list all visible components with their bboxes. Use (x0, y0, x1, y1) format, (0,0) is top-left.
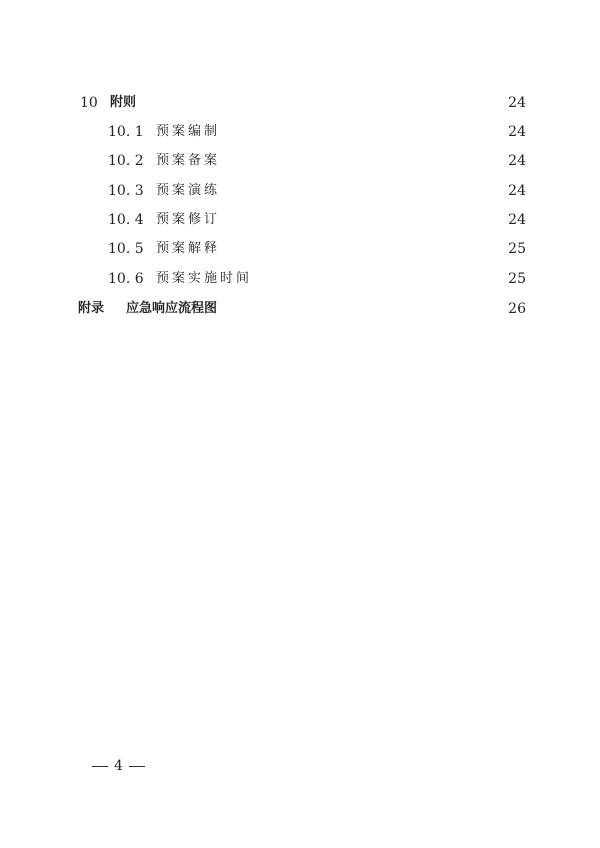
toc-page-number: 24 (508, 212, 526, 228)
toc-dot-leader (225, 298, 498, 320)
toc-page-number: 24 (508, 183, 526, 199)
toc-entry-10-4[interactable] (108, 209, 526, 231)
toc-dot-leader (228, 150, 498, 172)
toc-entry-10-1[interactable] (108, 121, 526, 143)
page-number: 4 (114, 758, 123, 774)
toc-entry-10-5[interactable] (108, 238, 526, 260)
toc-entry-10[interactable] (80, 92, 526, 114)
toc-entry-title: 预案修订 (156, 212, 221, 227)
toc-page-number: 24 (508, 95, 526, 111)
toc-entry-number: 10. 6 (108, 271, 144, 287)
footer-dash-right (129, 766, 145, 767)
toc-page-number: 24 (508, 153, 526, 169)
toc-entry-number: 10. 1 (108, 124, 144, 140)
toc-page-number: 24 (508, 124, 526, 140)
toc-page-number: 25 (508, 241, 526, 257)
toc-entry-10-6[interactable] (108, 268, 526, 290)
toc-entry-number: 附录 (78, 301, 105, 316)
toc-page-number: 26 (508, 301, 526, 317)
toc-dot-leader (228, 238, 498, 260)
toc-dot-leader (228, 180, 498, 202)
toc-entry-title: 应急响应流程图 (126, 301, 218, 316)
page-footer (86, 758, 151, 774)
toc-entry-title: 预案实施时间 (156, 271, 253, 286)
toc-entry-title: 预案编制 (156, 124, 221, 139)
toc-entry-number: 10 (80, 95, 98, 111)
toc-entry-number: 10. 2 (108, 153, 144, 169)
toc-dot-leader (144, 92, 498, 114)
toc-entry-title: 预案解释 (156, 241, 221, 256)
toc-entry-number: 10. 4 (108, 212, 144, 228)
toc-dot-leader (260, 268, 498, 290)
toc-entry-title: 预案备案 (156, 153, 221, 168)
toc-entry-10-2[interactable] (108, 150, 526, 172)
toc-page-number: 25 (508, 271, 526, 287)
toc-dot-leader (228, 209, 498, 231)
toc-entry-title: 预案演练 (156, 183, 221, 198)
toc-entry-appendix[interactable] (78, 298, 526, 320)
toc-entry-title: 附则 (110, 95, 137, 110)
toc-entry-number: 10. 5 (108, 241, 144, 257)
toc-entry-10-3[interactable] (108, 180, 526, 202)
toc-dot-leader (228, 121, 498, 143)
footer-dash-left (92, 766, 108, 767)
toc-entry-number: 10. 3 (108, 183, 144, 199)
